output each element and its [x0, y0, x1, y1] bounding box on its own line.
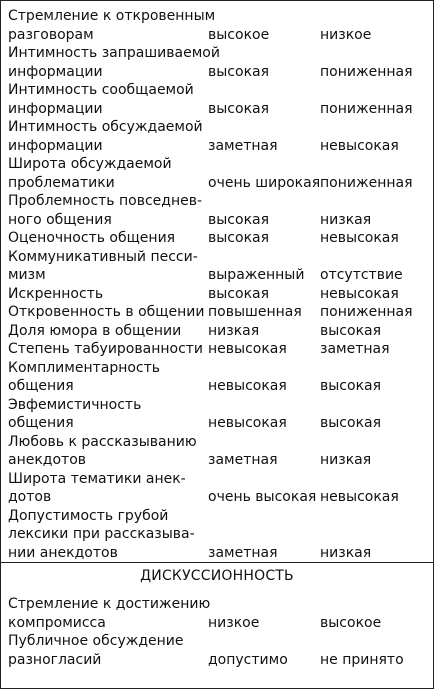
trait-name-line: Широта обсуждаемой	[8, 156, 172, 172]
trait-name	[8, 322, 206, 341]
trait-name	[8, 44, 220, 81]
discussion-table	[1, 595, 433, 675]
table-row	[1, 340, 433, 359]
trait-name-line: Искренность	[8, 285, 104, 302]
table-row	[1, 632, 433, 669]
trait-name	[8, 248, 206, 285]
trait-name-line: Стремление к откровенным	[8, 8, 216, 24]
value-second: высокое	[320, 614, 382, 631]
value-second: пониженная	[320, 304, 413, 320]
trait-name	[8, 192, 206, 229]
trait-name-line: Коммуникативный песси-	[8, 248, 198, 265]
table-row	[1, 433, 433, 470]
trait-name-line: информации	[8, 137, 103, 154]
table-row	[1, 303, 433, 322]
table-row	[1, 248, 433, 285]
value-first: невысокая	[208, 341, 287, 357]
value-second: низкая	[320, 211, 372, 228]
value-second: пониженная	[320, 63, 413, 80]
trait-name-line: компромисса	[8, 614, 106, 631]
trait-name-line: разногласий	[8, 651, 102, 668]
value-first: невысокая	[208, 378, 287, 394]
section-divider	[1, 562, 433, 563]
trait-name-line: Степень табуированности	[8, 341, 204, 357]
trait-name	[8, 155, 206, 192]
trait-name-line: Проблемность повседнев-	[8, 193, 203, 209]
value-first: высокая	[208, 285, 270, 302]
section-title: ДИСКУССИОННОСТЬ	[140, 568, 294, 584]
trait-name-line: Интимность запрашиваемой	[8, 45, 220, 61]
trait-name-line: Эвфемистичность	[8, 396, 142, 413]
trait-name-line: Интимность сообщаемой	[8, 82, 194, 98]
trait-name-line: лексики при рассказыва-	[8, 526, 195, 542]
value-second: заметная	[320, 341, 390, 357]
value-first: очень широкая	[208, 174, 321, 191]
trait-name	[8, 359, 206, 396]
trait-name	[8, 507, 206, 563]
trait-name-line: Оценочность общения	[8, 230, 176, 246]
value-second: высокая	[320, 322, 382, 339]
value-second: отсутствие	[320, 267, 403, 283]
value-first: невысокая	[208, 415, 287, 431]
table-row	[1, 322, 433, 341]
value-second: низкая	[320, 544, 372, 561]
table-row	[1, 285, 433, 304]
table-row	[1, 81, 433, 118]
trait-name-line: Интимность обсуждаемой	[8, 119, 203, 135]
trait-name-line: анекдотов	[8, 452, 87, 468]
table-row	[1, 359, 433, 396]
value-first: высокая	[208, 230, 270, 246]
value-first: заметная	[208, 544, 278, 561]
trait-name	[8, 340, 206, 359]
trait-name-line: Комплиментарность	[8, 359, 161, 376]
trait-name	[8, 285, 206, 304]
trait-name-line: нии анекдотов	[8, 544, 118, 561]
trait-name-line: Широта тематики анек-	[8, 470, 186, 487]
value-second: низкое	[320, 26, 372, 43]
value-second: высокая	[320, 378, 382, 394]
value-first: заметная	[208, 452, 278, 468]
trait-name-line: дотов	[8, 489, 52, 505]
table-row	[1, 229, 433, 248]
value-second: невысокая	[320, 230, 399, 246]
value-first: очень высокая	[208, 489, 317, 505]
trait-name-line: Допустимость грубой	[8, 507, 169, 524]
trait-name-line: проблематики	[8, 174, 115, 191]
trait-name	[8, 632, 206, 669]
value-first: допустимо	[208, 651, 288, 668]
value-first: высокое	[208, 26, 270, 43]
value-second: высокая	[320, 415, 382, 431]
trait-name-line: общения	[8, 415, 74, 431]
value-second: пониженная	[320, 174, 413, 191]
table-row	[1, 470, 433, 507]
trait-name-line: информации	[8, 63, 103, 80]
traits-table	[1, 1, 433, 562]
trait-name	[8, 229, 206, 248]
trait-name-line: Публичное обсуждение	[8, 633, 184, 649]
trait-name	[8, 396, 206, 433]
value-second: низкая	[320, 452, 372, 468]
table-row	[1, 155, 433, 192]
value-second: пониженная	[320, 100, 413, 117]
table-row	[1, 118, 433, 155]
table-row	[1, 595, 433, 632]
table-row	[1, 7, 433, 44]
trait-name	[8, 595, 211, 632]
value-second: невысокая	[320, 285, 399, 302]
trait-name	[8, 7, 216, 44]
value-second: не принято	[320, 651, 404, 668]
table-row	[1, 507, 433, 563]
trait-name	[8, 470, 206, 507]
trait-name-line: разговорам	[8, 26, 94, 43]
value-first: высокая	[208, 63, 270, 80]
trait-name-line: общения	[8, 378, 74, 394]
trait-name	[8, 303, 206, 322]
value-first: низкая	[208, 322, 260, 339]
trait-name-line: Любовь к рассказыванию	[8, 433, 197, 450]
table-row	[1, 44, 433, 81]
trait-name-line: ного общения	[8, 211, 112, 228]
trait-name	[8, 81, 206, 118]
trait-name	[8, 433, 206, 470]
value-first: высокая	[208, 100, 270, 117]
value-first: высокая	[208, 211, 270, 228]
value-first: выраженный	[208, 267, 305, 283]
trait-name-line: Доля юмора в общении	[8, 322, 182, 339]
trait-name-line: Откровенность в общении	[8, 304, 205, 320]
trait-name	[8, 118, 206, 155]
value-second: невысокая	[320, 137, 399, 154]
value-first: низкое	[208, 614, 260, 631]
trait-name-line: Стремление к достижению	[8, 596, 211, 612]
value-first: повышенная	[208, 304, 302, 320]
trait-name-line: информации	[8, 100, 103, 117]
value-first: заметная	[208, 137, 278, 154]
trait-name-line: мизм	[8, 267, 46, 283]
table-row	[1, 192, 433, 229]
table-row	[1, 396, 433, 433]
value-second: невысокая	[320, 489, 399, 505]
